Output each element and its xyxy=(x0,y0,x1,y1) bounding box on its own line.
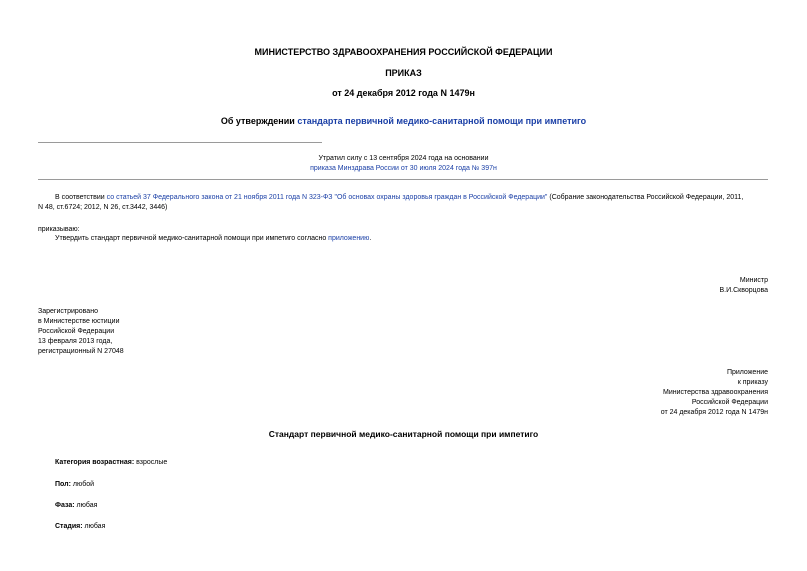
ministry-heading: МИНИСТЕРСТВО ЗДРАВООХРАНЕНИЯ РОССИЙСКОЙ ФЕДЕРАЦИИ xyxy=(254,47,553,57)
appendix-line: к приказу xyxy=(737,379,768,386)
registration-line: Зарегистрировано xyxy=(38,308,98,315)
signature-position: Министр xyxy=(739,277,768,284)
basis-paragraph-line2: N 48, ст.6724; 2012, N 26, ст.3442, 3446) xyxy=(38,204,168,211)
basis-prefix: В соответствии xyxy=(55,194,107,201)
doc-date-number: от 24 декабря 2012 года N 1479н xyxy=(332,88,475,98)
field-label: Категория возрастная: xyxy=(55,459,135,466)
appendix-block xyxy=(661,368,768,418)
registration-line: в Министерстве юстиции xyxy=(38,318,120,325)
registration-line: регистрационный N 27048 xyxy=(38,348,124,355)
appendix-line: от 24 декабря 2012 года N 1479н xyxy=(660,409,768,416)
approve-suffix: . xyxy=(369,235,372,242)
appendix-line: Российской Федерации xyxy=(691,399,768,406)
orders-text: приказываю: xyxy=(38,226,80,233)
appendix-line: Приложение xyxy=(726,369,768,376)
registration-line: 13 февраля 2013 года, xyxy=(38,338,113,345)
federal-law-link[interactable]: со статьей 37 Федерального закона от 21 ноября 2011 года N 323-ФЗ "Об основах охраны здоровья граждан в Российской Федерации" xyxy=(106,194,548,201)
long-divider xyxy=(38,179,768,180)
field-value: любая xyxy=(74,502,98,509)
field-stage xyxy=(55,523,105,530)
field-value: любая xyxy=(82,523,106,530)
field-label: Стадия: xyxy=(55,523,83,530)
repeal-notice-line1: Утратил силу с 13 сентября 2024 года на основании xyxy=(318,155,489,162)
registration-line: Российской Федерации xyxy=(38,328,115,335)
field-label: Пол: xyxy=(55,481,71,488)
doc-type-heading: ПРИКАЗ xyxy=(385,68,422,78)
doc-title-link[interactable]: стандарта первичной медико-санитарной помощи при импетиго xyxy=(297,116,587,126)
appendix-link[interactable]: приложению xyxy=(328,235,370,242)
basis-paragraph-line1 xyxy=(55,193,775,203)
short-divider xyxy=(38,142,322,143)
registration-block xyxy=(38,307,124,357)
signature-block xyxy=(720,276,769,296)
repeal-notice-line2 xyxy=(0,164,807,174)
approve-paragraph xyxy=(55,234,371,244)
doc-title-prefix: Об утверждении xyxy=(220,116,298,126)
repeal-order-link[interactable]: приказа Минздрава России от 30 июля 2024 года № 397н xyxy=(310,165,497,172)
appendix-line: Министерства здравоохранения xyxy=(663,389,768,396)
standard-title: Стандарт первичной медико-санитарной помощи при импетиго xyxy=(268,429,539,439)
field-phase xyxy=(55,502,97,509)
field-label: Фаза: xyxy=(55,502,75,509)
field-sex xyxy=(55,481,94,488)
field-value: взрослые xyxy=(134,459,168,466)
doc-title xyxy=(0,116,807,126)
approve-prefix: Утвердить стандарт первичной медико-санитарной помощи при импетиго согласно xyxy=(55,235,329,242)
basis-suffix: (Собрание законодательства Российской Федерации, 2011, xyxy=(547,194,744,201)
signature-name: В.И.Скворцова xyxy=(719,287,768,294)
field-value: любой xyxy=(70,481,95,488)
field-age-category xyxy=(55,459,167,466)
